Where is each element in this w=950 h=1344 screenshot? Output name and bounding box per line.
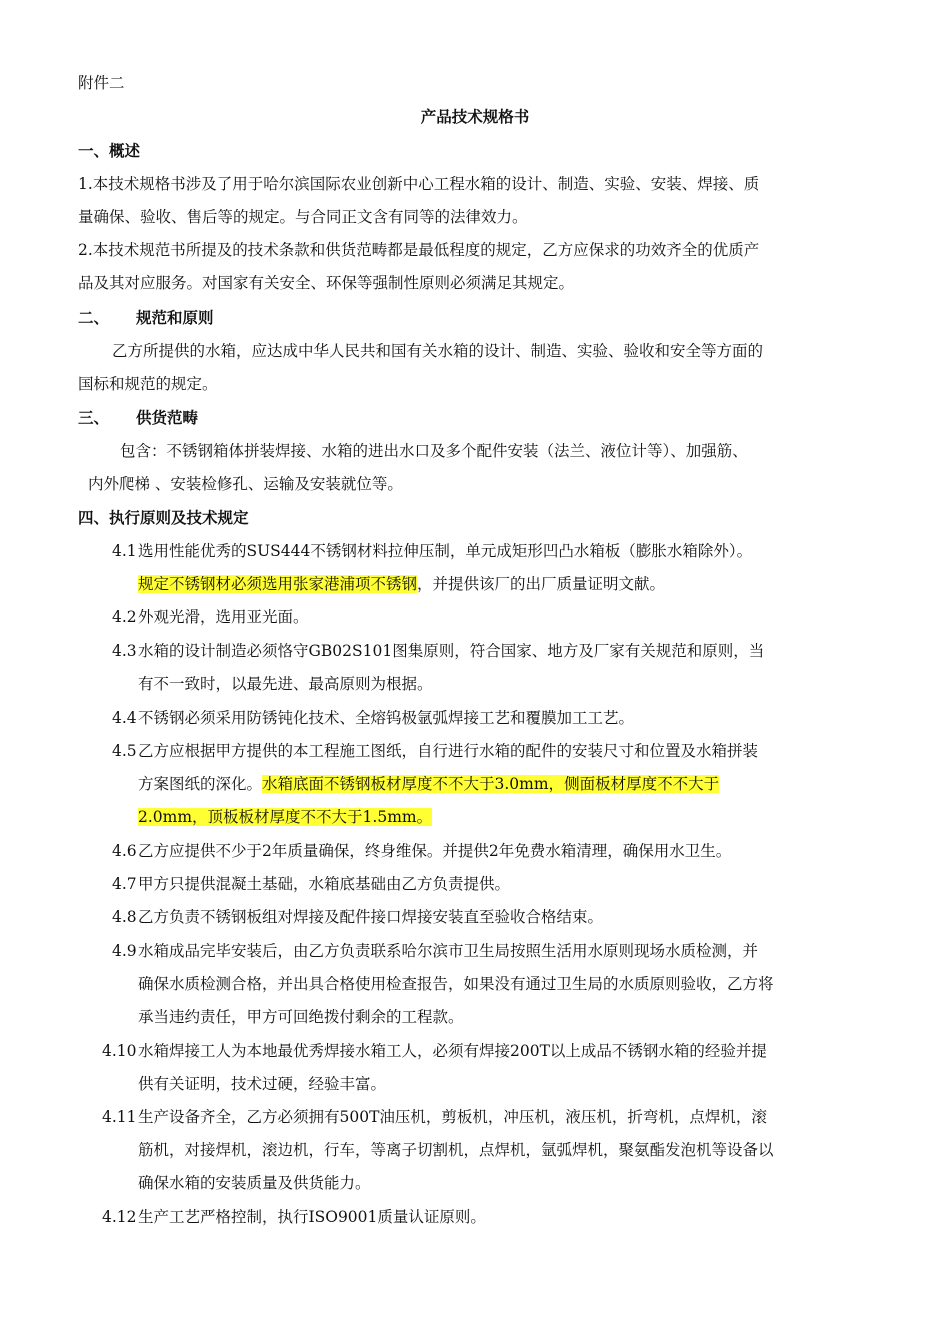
- item-4-2-line1: 外观光滑，选用亚光面。: [138, 608, 309, 626]
- item-4-11-line1: 生产设备齐全，乙方必须拥有500T油压机，剪板机，冲压机，液压机，折弯机，点焊机，滚: [138, 1108, 767, 1126]
- item-4-3-line2: 有不一致时，以最先进、最高原则为根据。: [138, 675, 433, 693]
- item-4-5-line2: [138, 773, 719, 795]
- item-4-8-line1: 乙方负责不锈钢板组对焊接及配件接口焊接安装直至验收合格结束。: [138, 908, 604, 926]
- item-4-5-line2-pre: 方案图纸的深化。: [138, 775, 263, 793]
- section-2-title: 规范和原则: [136, 308, 214, 327]
- item-4-9-line1: 水箱成品完毕安装后，由乙方负责联系哈尔滨市卫生局按照生活用水原则现场水质检测，并: [138, 942, 759, 960]
- section-3-title: 供货范畴: [136, 408, 199, 427]
- item-4-5-highlight-1: 水箱底面不锈钢板材厚度不不大于3.0mm，侧面板材厚度不不大于: [262, 775, 720, 793]
- item-4-4-line1: 不锈钢必须采用防锈钝化技术、全熔钨极氩弧焊接工艺和覆膜加工工艺。: [138, 709, 635, 727]
- item-4-10-line1: 水箱焊接工人为本地最优秀焊接水箱工人，必须有焊接200T以上成品不锈钢水箱的经验并提: [138, 1042, 767, 1060]
- item-4-1-line2: [138, 573, 665, 595]
- item-4-1-number: 4.1: [112, 542, 137, 560]
- item-4-12-number: 4.12: [102, 1208, 137, 1226]
- item-4-1-line1: 选用性能优秀的SUS444不锈钢材料拉伸压制，单元成矩形凹凸水箱板（膨胀水箱除外）。: [138, 542, 753, 560]
- section-2-number: 二、: [78, 308, 110, 327]
- item-4-4-number: 4.4: [112, 709, 137, 727]
- section-3-p-line2: 内外爬梯 、安装检修孔、运输及安装就位等。: [88, 475, 403, 493]
- item-4-9-number: 4.9: [112, 942, 137, 960]
- section-1-p1-line2: 量确保、验收、售后等的规定。与合同正文含有同等的法律效力。: [78, 208, 528, 226]
- item-4-12-line1: 生产工艺严格控制，执行ISO9001质量认证原则。: [138, 1208, 486, 1226]
- section-4-heading: 四、执行原则及技术规定: [78, 508, 249, 527]
- item-4-3-line1: 水箱的设计制造必须恪守GB02S101图集原则，符合国家、地方及厂家有关规范和原则，当: [138, 642, 765, 660]
- item-4-11-line2: 筋机，对接焊机，滚边机，行车，等离子切割机，点焊机，氩弧焊机，聚氨酯发泡机等设备以: [138, 1141, 774, 1159]
- item-4-5-number: 4.5: [112, 742, 137, 760]
- item-4-3-number: 4.3: [112, 642, 137, 660]
- item-4-5-highlight-2: 2.0mm，顶板板材厚度不不大于1.5mm。: [138, 808, 433, 826]
- section-1-p2-line1: 2.本技术规范书所提及的技术条款和供货范畴都是最低程度的规定，乙方应保求的功效齐全的优质产: [78, 241, 760, 259]
- item-4-5-line3: [138, 806, 432, 828]
- document-title: 产品技术规格书: [420, 107, 530, 126]
- attachment-label: 附件二: [78, 74, 125, 92]
- item-4-10-line2: 供有关证明，技术过硬，经验丰富。: [138, 1075, 387, 1093]
- item-4-11-line3: 确保水箱的安装质量及供货能力。: [138, 1174, 371, 1192]
- item-4-6-line1: 乙方应提供不少于2年质量确保，终身维保。并提供2年免费水箱清理，确保用水卫生。: [138, 842, 732, 860]
- item-4-11-number: 4.11: [102, 1108, 137, 1126]
- section-1-heading: 一、概述: [78, 141, 141, 160]
- section-1-p2-line2: 品及其对应服务。对国家有关安全、环保等强制性原则必须满足其规定。: [78, 274, 575, 292]
- item-4-10-number: 4.10: [102, 1042, 137, 1060]
- item-4-5-line1: 乙方应根据甲方提供的本工程施工图纸，自行进行水箱的配件的安装尺寸和位置及水箱拼装: [138, 742, 759, 760]
- item-4-6-number: 4.6: [112, 842, 137, 860]
- item-4-1-line2-rest: ，并提供该厂的出厂质量证明文献。: [417, 575, 666, 593]
- item-4-8-number: 4.8: [112, 908, 137, 926]
- section-3-number: 三、: [78, 408, 110, 427]
- item-4-7-line1: 甲方只提供混凝土基础，水箱底基础由乙方负责提供。: [138, 875, 511, 893]
- section-2-p-line2: 国标和规范的规定。: [78, 375, 218, 393]
- item-4-9-line2: 确保水质检测合格，并出具合格使用检查报告，如果没有通过卫生局的水质原则验收，乙方将: [138, 975, 774, 993]
- item-4-7-number: 4.7: [112, 875, 137, 893]
- section-2-p-line1: 乙方所提供的水箱，应达成中华人民共和国有关水箱的设计、制造、实验、验收和安全等方面的: [112, 342, 764, 360]
- item-4-9-line3: 承当违约责任，甲方可回绝拨付剩余的工程款。: [138, 1008, 464, 1026]
- section-3-p-line1: 包含：不锈钢箱体拼装焊接、水箱的进出水口及多个配件安装（法兰、液位计等）、加强筋、: [120, 442, 748, 460]
- item-4-1-highlight: 规定不锈钢材必须选用张家港浦项不锈钢: [138, 575, 418, 593]
- item-4-2-number: 4.2: [112, 608, 137, 626]
- section-1-p1-line1: 1.本技术规格书涉及了用于哈尔滨国际农业创新中心工程水箱的设计、制造、实验、安装、焊接、质: [78, 175, 760, 193]
